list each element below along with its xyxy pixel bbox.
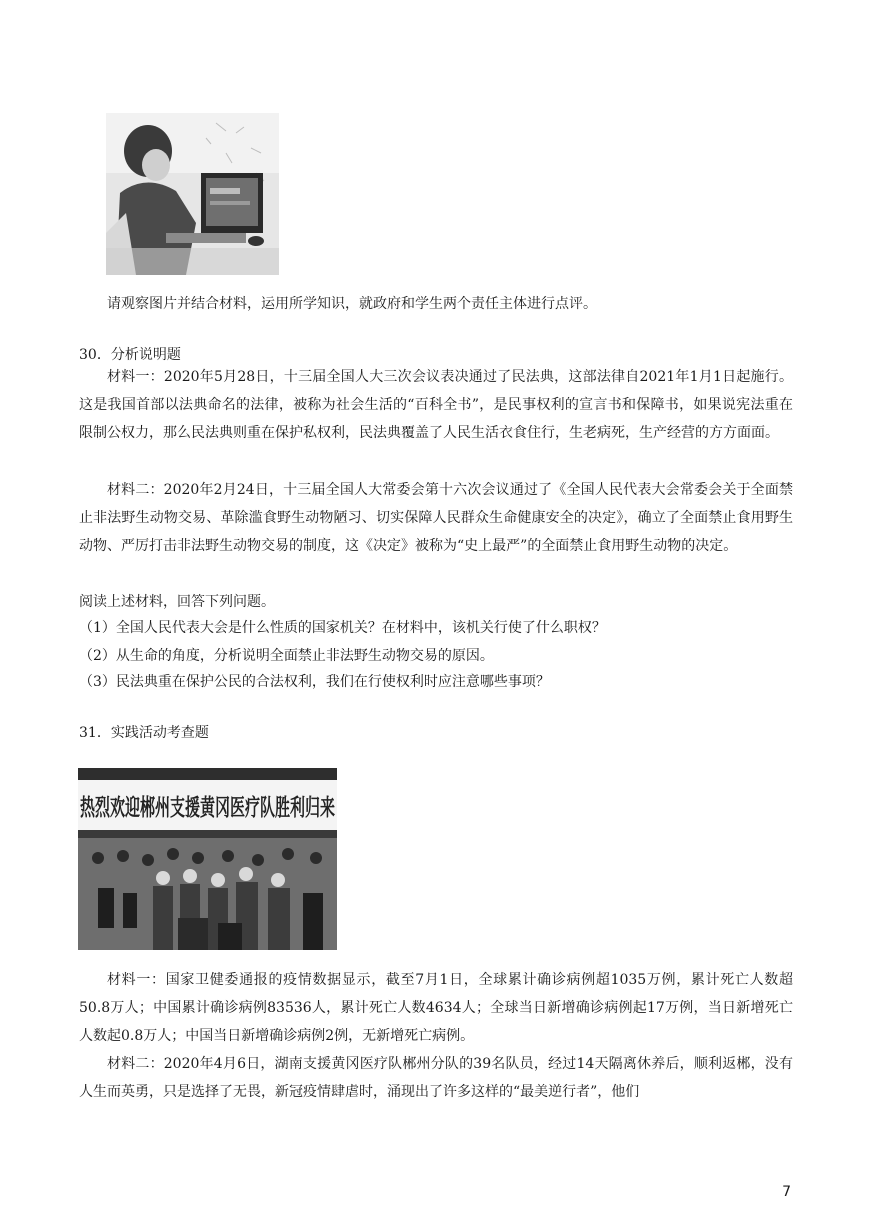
q30-material-2: 材料二：2020年2月24日，十三届全国人大常委会第十六次会议通过了《全国人民代表大会常委会关于全面禁止非法野生动物交易、革除滥食野生动物陋习、切实保障人民群众生命健康安全的决定》，确立了全面禁止食用野生动物、严厉打击非法野生动物交易的制度，这《决定》被称为“史上最严”的全面禁止食用野生动物的决定。 [79, 482, 793, 554]
medical-team-photo [78, 768, 471, 950]
medical-team-image [78, 768, 471, 950]
q30-prompt: 阅读上述材料，回答下列问题。 [79, 594, 275, 610]
q31-material-1: 材料一：国家卫健委通报的疫情数据显示，截至7月1日，全球累计确诊病例超1035万例，累计死亡人数超50.8万人；中国累计确诊病例83536人，累计死亡人数4634人；全球当日新增确诊病例起17万例，当日新增死亡人数起0.8万人；中国当日新增确诊病例2例，无新增死亡病例。 [79, 972, 793, 1044]
child-computer-image [106, 113, 279, 275]
q29-instruction: 请观察图片并结合材料，运用所学知识，就政府和学生两个责任主体进行点评。 [107, 296, 597, 312]
q30-question-1: （1）全国人民代表大会是什么性质的国家机关？在材料中，该机关行使了什么职权？ [79, 620, 606, 636]
q30-title: 30．分析说明题 [79, 347, 181, 363]
q31-title: 31．实践活动考查题 [79, 725, 209, 741]
q30-question-2: （2）从生命的角度，分析说明全面禁止非法野生动物交易的原因。 [79, 648, 494, 664]
page-number: 7 [782, 1184, 791, 1200]
banner-text: 热烈欢迎郴州支援黄冈医疗队胜利归来 [80, 795, 471, 821]
q30-material-1: 材料一：2020年5月28日，十三届全国人大三次会议表决通过了民法典，这部法律自2021年1月1日起施行。这是我国首部以法典命名的法律，被称为社会生活的“百科全书”，是民事权利的宣言书和保障书，如果说宪法重在限制公权力，那么民法典则重在保护私权利，民法典覆盖了人民生活衣食住行，生老病死，生产经营的方方面面。 [79, 369, 793, 441]
child-computer-photo [106, 113, 279, 275]
q30-question-3: （3）民法典重在保护公民的合法权利，我们在行使权利时应注意哪些事项？ [79, 674, 550, 690]
q31-material-2: 材料二：2020年4月6日，湖南支援黄冈医疗队郴州分队的39名队员，经过14天隔离休养后，顺利返郴，没有人生而英勇，只是选择了无畏，新冠疫情肆虐时，涌现出了许多这样的“最美逆行者”，他们 [79, 1056, 793, 1100]
